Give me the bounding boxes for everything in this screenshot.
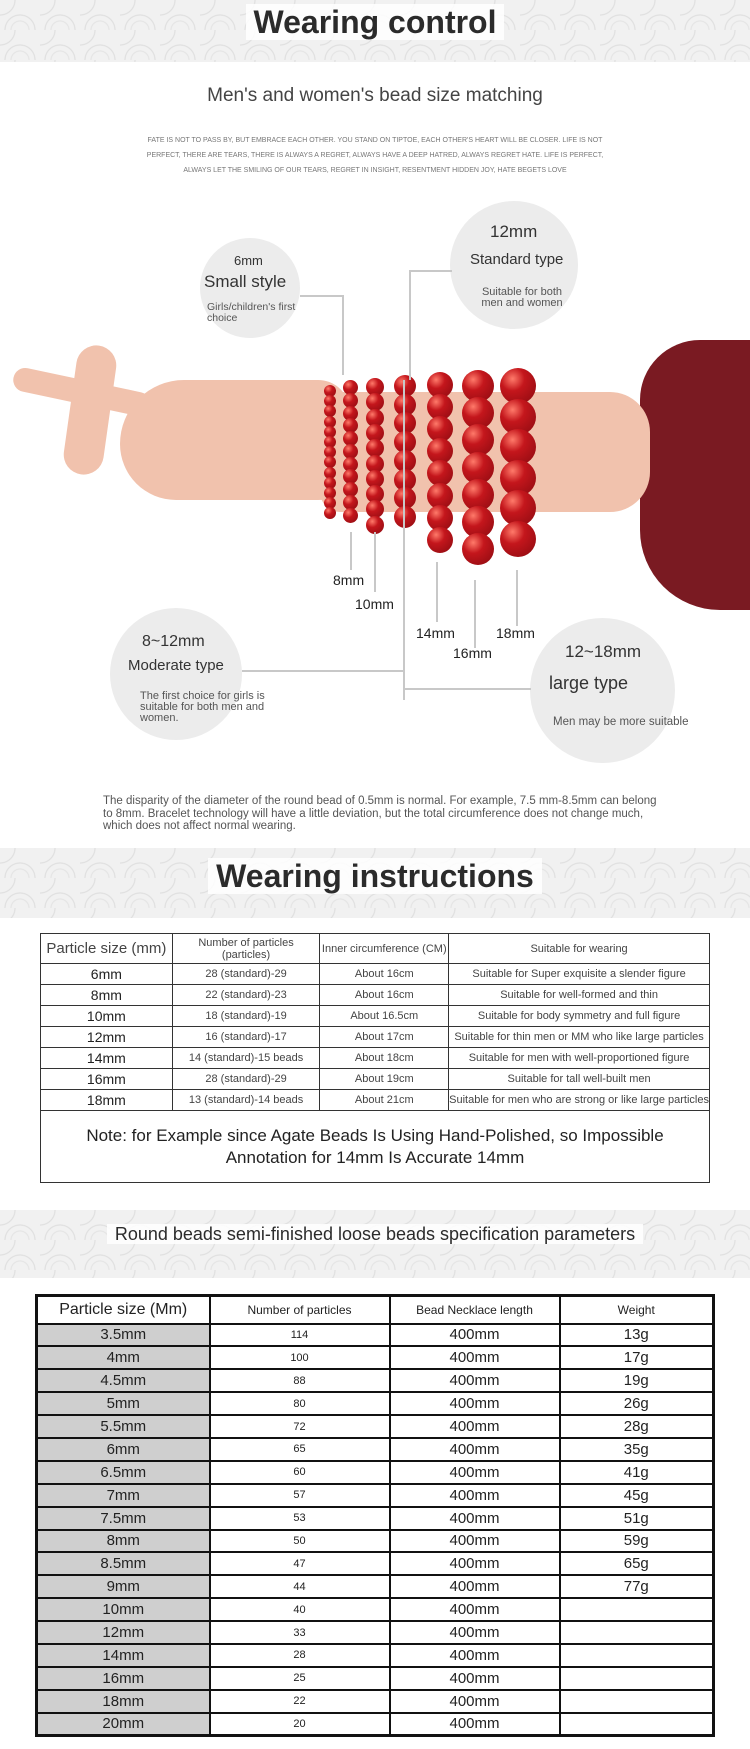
table-row [37, 1392, 714, 1415]
table-cell: 28 [210, 1644, 390, 1667]
tick-line [374, 532, 376, 592]
section-subtitle: Men's and women's bead size matching [207, 85, 543, 106]
table-cell: 60 [210, 1461, 390, 1484]
table-row [37, 1484, 714, 1507]
table-cell: 114 [210, 1324, 390, 1347]
small-style-name: Small style [204, 272, 287, 291]
table-cell: 9mm [37, 1575, 210, 1598]
bead [343, 508, 358, 523]
connector-line [405, 688, 531, 690]
table-cell: 16 (standard)-17 [172, 1027, 320, 1048]
table-cell: 12mm [41, 1027, 173, 1048]
table-cell: 26g [560, 1392, 714, 1415]
table-cell: 400mm [390, 1598, 560, 1621]
table-cell: Suitable for thin men or MM who like large particles [449, 1027, 710, 1048]
hand-shape [120, 380, 350, 500]
table-cell: 400mm [390, 1415, 560, 1438]
connector-line [409, 270, 411, 380]
table-cell: 100 [210, 1346, 390, 1369]
table-cell: 59g [560, 1530, 714, 1553]
table-note: Note: for Example since Agate Beads Is Using Hand-Polished, so Impossible Annotation for 14mm Is Accurate 14mm [41, 1111, 710, 1183]
table-cell: 3.5mm [37, 1324, 210, 1347]
thumb-shape [61, 343, 119, 477]
table-cell: 65g [560, 1552, 714, 1575]
column-header: Number of particles [210, 1296, 390, 1324]
table-cell: 10mm [37, 1598, 210, 1621]
table-cell: 51g [560, 1507, 714, 1530]
large-type-name: large type [549, 673, 629, 693]
table-cell: Suitable for body symmetry and full figure [449, 1006, 710, 1027]
table-row [41, 1027, 710, 1048]
size-label-8mm: 8mm [333, 572, 365, 588]
standard-type-name: Standard type [470, 251, 564, 268]
disclaimer-text: The disparity of the diameter of the round bead of 0.5mm is normal. For example, 7.5 mm-8.5mm can belong to 8mm. Bracelet technology will have a little deviation, but the total circumference does not change much, which does not affect normal wearing. [103, 795, 657, 832]
table-cell: 7mm [37, 1484, 210, 1507]
tick-line [350, 532, 352, 570]
table-cell: About 18cm [320, 1048, 449, 1069]
table-cell: 400mm [390, 1369, 560, 1392]
table-cell: 14mm [41, 1048, 173, 1069]
table-cell: 400mm [390, 1621, 560, 1644]
table-row [41, 964, 710, 985]
small-style-desc: Girls/children's first choice [207, 301, 296, 324]
size-label-14mm: 14mm [416, 625, 455, 641]
table-row [37, 1713, 714, 1736]
bead [324, 507, 336, 519]
table-header-row [41, 934, 710, 964]
table-cell: 88 [210, 1369, 390, 1392]
tick-line [436, 562, 438, 622]
bead [427, 527, 453, 553]
section-title [0, 858, 750, 895]
table-cell: 13 (standard)-14 beads [172, 1090, 320, 1111]
table-cell: 18mm [37, 1690, 210, 1713]
moderate-type-desc: The first choice for girls is suitable for both men and women. [140, 690, 265, 724]
table-cell: 400mm [390, 1552, 560, 1575]
size-label-16mm: 16mm [453, 645, 492, 661]
table-cell: 65 [210, 1438, 390, 1461]
section-title-text: Wearing instructions [208, 858, 542, 894]
column-header: Number of particles (particles) [172, 934, 320, 964]
table-cell: 14 (standard)-15 beads [172, 1048, 320, 1069]
small-style-size: 6mm [234, 253, 263, 268]
bead [462, 533, 494, 565]
table-cell: 6mm [41, 964, 173, 985]
table-cell: 400mm [390, 1461, 560, 1484]
table-cell: 57 [210, 1484, 390, 1507]
table-cell: 40 [210, 1598, 390, 1621]
poem-text: FATE IS NOT TO PASS BY, BUT EMBRACE EACH OTHER. YOU STAND ON TIPTOE, EACH OTHER'S HEART WILL BE CLOSER. LIFE IS NOT PERFECT, THERE ARE TEARS, THERE IS ALWAYS A REGRET, ALWAYS HAVE A DEEP HATRED, ALWAYS REGRET HATE. LIFE IS PERFECT, ALWAYS LET THE SMILING OF OUR TEARS, REGRET IN INSIGHT, RESENTMENT HIDDEN JOY, HATE BEGETS LOVE [146, 137, 604, 174]
table-cell: 17g [560, 1346, 714, 1369]
bead [394, 506, 416, 528]
table-cell: 400mm [390, 1575, 560, 1598]
table-cell: Suitable for tall well-built men [449, 1069, 710, 1090]
table-cell: 22 (standard)-23 [172, 985, 320, 1006]
standard-type-desc: Suitable for both men and women [481, 286, 563, 309]
connector-line [242, 670, 404, 672]
table-cell: 10mm [41, 1006, 173, 1027]
table-cell: About 17cm [320, 1027, 449, 1048]
standard-type-size: 12mm [490, 222, 538, 241]
size-label-10mm: 10mm [355, 596, 394, 612]
table-cell: 400mm [390, 1667, 560, 1690]
table-cell: 6.5mm [37, 1461, 210, 1484]
table-row [41, 1069, 710, 1090]
bead [366, 516, 384, 534]
table-cell: 8mm [37, 1530, 210, 1553]
table-cell [560, 1598, 714, 1621]
table-cell: 25 [210, 1667, 390, 1690]
table-cell: 12mm [37, 1621, 210, 1644]
table-cell: 28 (standard)-29 [172, 1069, 320, 1090]
bead [500, 521, 536, 557]
table-cell: 18mm [41, 1090, 173, 1111]
table-row [37, 1621, 714, 1644]
table-cell: 16mm [41, 1069, 173, 1090]
table-header-row [37, 1296, 714, 1324]
table-row [37, 1644, 714, 1667]
column-header: Suitable for wearing [449, 934, 710, 964]
wearing-instructions-table [40, 933, 710, 1183]
connector-line [403, 380, 405, 700]
section-title [0, 1224, 750, 1245]
table-cell: 400mm [390, 1690, 560, 1713]
bead-size-guide-section [0, 0, 750, 848]
table-cell [560, 1713, 714, 1736]
section-title-text: Round beads semi-finished loose beads specification parameters [107, 1224, 643, 1244]
table-cell: Suitable for Super exquisite a slender figure [449, 964, 710, 985]
table-cell: Suitable for well-formed and thin [449, 985, 710, 1006]
table-row [37, 1575, 714, 1598]
table-row [37, 1324, 714, 1347]
table-row [37, 1415, 714, 1438]
table-cell: 400mm [390, 1507, 560, 1530]
table-row [37, 1598, 714, 1621]
table-cell: About 21cm [320, 1090, 449, 1111]
table-cell: 33 [210, 1621, 390, 1644]
table-cell: 14mm [37, 1644, 210, 1667]
table-row [37, 1667, 714, 1690]
table-cell: 35g [560, 1438, 714, 1461]
connector-line [342, 295, 344, 375]
tick-line [474, 580, 476, 648]
section-title [0, 4, 750, 41]
moderate-type-name: Moderate type [128, 657, 224, 674]
table-cell: 50 [210, 1530, 390, 1553]
table-row [37, 1507, 714, 1530]
table-cell: 7.5mm [37, 1507, 210, 1530]
table-cell: 28g [560, 1415, 714, 1438]
table-cell: 20mm [37, 1713, 210, 1736]
table-row [37, 1530, 714, 1553]
table-row [37, 1346, 714, 1369]
table-cell [560, 1644, 714, 1667]
table-cell: 19g [560, 1369, 714, 1392]
table-cell: 20 [210, 1713, 390, 1736]
table-row [37, 1461, 714, 1484]
table-cell: 16mm [37, 1667, 210, 1690]
table-cell: About 19cm [320, 1069, 449, 1090]
table-cell: 4mm [37, 1346, 210, 1369]
column-header: Particle size (mm) [41, 934, 173, 964]
table-cell [560, 1667, 714, 1690]
table-cell: 400mm [390, 1644, 560, 1667]
column-header: Particle size (Mm) [37, 1296, 210, 1324]
table-cell: 400mm [390, 1346, 560, 1369]
table-cell: 400mm [390, 1438, 560, 1461]
table-row [41, 1090, 710, 1111]
moderate-type-size: 8~12mm [142, 633, 205, 650]
sleeve-shape [640, 340, 750, 610]
table-row [41, 985, 710, 1006]
table-cell: 5.5mm [37, 1415, 210, 1438]
column-header: Weight [560, 1296, 714, 1324]
table-cell: About 16.5cm [320, 1006, 449, 1027]
table-cell: 53 [210, 1507, 390, 1530]
table-cell: 41g [560, 1461, 714, 1484]
table-cell: 6mm [37, 1438, 210, 1461]
table-cell [560, 1621, 714, 1644]
column-header: Bead Necklace length [390, 1296, 560, 1324]
table-cell: 13g [560, 1324, 714, 1347]
table-cell: 4.5mm [37, 1369, 210, 1392]
table-cell: 400mm [390, 1484, 560, 1507]
table-row [37, 1552, 714, 1575]
table-row [41, 1048, 710, 1069]
table-cell: 45g [560, 1484, 714, 1507]
column-header: Inner circumference (CM) [320, 934, 449, 964]
table-cell: 80 [210, 1392, 390, 1415]
table-cell: 8mm [41, 985, 173, 1006]
table-cell: 400mm [390, 1392, 560, 1415]
table-cell: 22 [210, 1690, 390, 1713]
connector-line [410, 270, 452, 272]
table-note-row [41, 1111, 710, 1183]
table-row [37, 1438, 714, 1461]
table-cell: 400mm [390, 1713, 560, 1736]
table-cell [560, 1690, 714, 1713]
table-cell: 18 (standard)-19 [172, 1006, 320, 1027]
table-row [41, 1006, 710, 1027]
table-cell: 8.5mm [37, 1552, 210, 1575]
table-cell: About 16cm [320, 985, 449, 1006]
table-cell: About 16cm [320, 964, 449, 985]
table-cell: 72 [210, 1415, 390, 1438]
large-type-desc: Men may be more suitable [553, 716, 689, 728]
table-cell: 400mm [390, 1324, 560, 1347]
size-label-18mm: 18mm [496, 625, 535, 641]
table-cell: 47 [210, 1552, 390, 1575]
table-cell: 28 (standard)-29 [172, 964, 320, 985]
table-row [37, 1369, 714, 1392]
large-type-size: 12~18mm [565, 642, 642, 661]
section-title-text: Wearing control [246, 4, 505, 40]
table-row [37, 1690, 714, 1713]
table-cell: 77g [560, 1575, 714, 1598]
connector-line [300, 295, 344, 297]
table-cell: Suitable for men with well-proportioned figure [449, 1048, 710, 1069]
loose-beads-spec-table [35, 1294, 715, 1737]
tick-line [516, 570, 518, 626]
table-cell: Suitable for men who are strong or like large particles [449, 1090, 710, 1111]
table-cell: 5mm [37, 1392, 210, 1415]
table-cell: 44 [210, 1575, 390, 1598]
table-cell: 400mm [390, 1530, 560, 1553]
